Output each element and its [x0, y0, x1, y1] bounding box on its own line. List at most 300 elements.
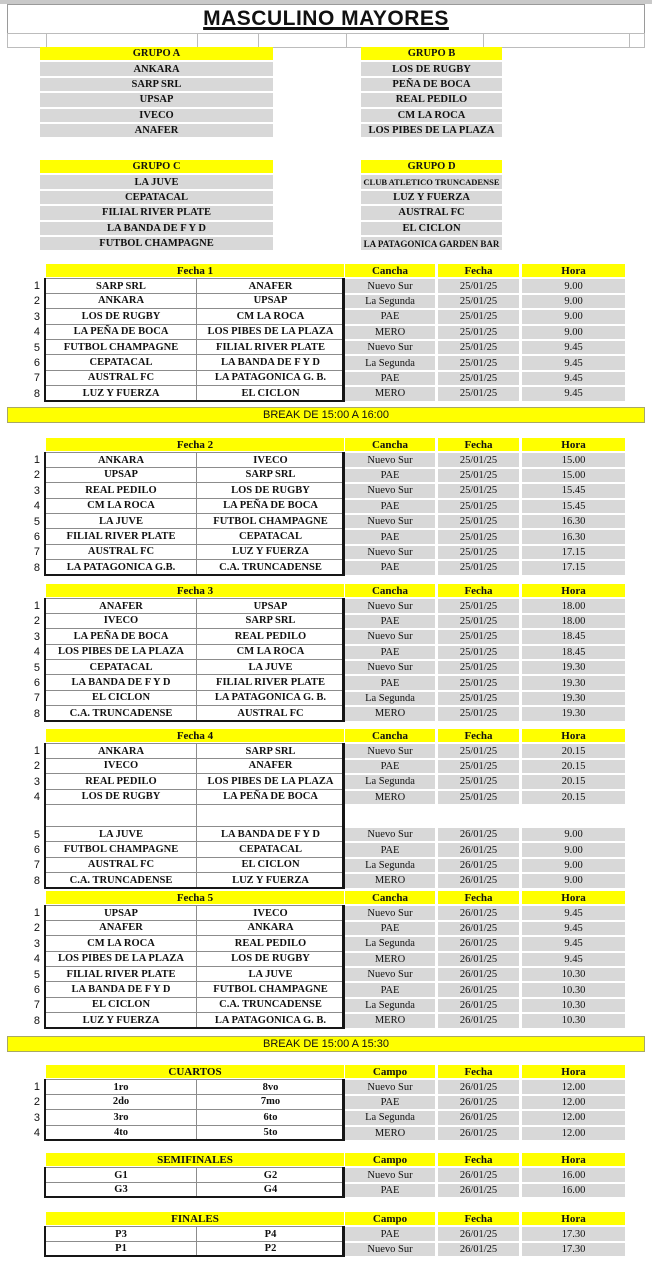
time-cell: 10.30	[522, 1014, 625, 1027]
date-cell: 25/01/25	[438, 599, 519, 612]
venue-cell: La Segunda	[345, 1111, 435, 1124]
row-number-spacer	[7, 263, 46, 278]
away-team-cell: LA PATAGONICA G. B.	[196, 691, 344, 706]
home-team-cell: G3	[46, 1183, 196, 1198]
away-team-cell: CM LA ROCA	[196, 645, 344, 660]
column-header-date: Fecha	[438, 438, 519, 451]
column-header-venue: Campo	[345, 1153, 435, 1166]
title-bar	[7, 4, 645, 34]
row-number: 7	[33, 692, 40, 705]
away-team-cell: LUZ Y FUERZA	[196, 545, 344, 560]
away-team-cell: REAL PEDILO	[196, 629, 344, 644]
empty-cell	[438, 806, 519, 826]
away-team-cell: 7mo	[196, 1095, 344, 1110]
column-header-date: Fecha	[438, 729, 519, 742]
home-team-cell: CM LA ROCA	[46, 499, 196, 514]
page-title: MASCULINO MAYORES	[203, 7, 449, 30]
group-header: GRUPO D	[361, 160, 502, 173]
venue-cell: Nuevo Sur	[345, 546, 435, 559]
date-cell: 26/01/25	[438, 1168, 519, 1181]
date-cell: 25/01/25	[438, 661, 519, 674]
time-cell: 9.00	[522, 279, 625, 292]
date-cell: 25/01/25	[438, 546, 519, 559]
date-cell: 25/01/25	[438, 279, 519, 292]
date-cell: 26/01/25	[438, 874, 519, 887]
date-cell: 26/01/25	[438, 1014, 519, 1027]
home-team-cell: IVECO	[46, 614, 196, 629]
venue-cell: La Segunda	[345, 937, 435, 950]
venue-cell: Nuevo Sur	[345, 484, 435, 497]
home-team-cell: LUZ Y FUERZA	[46, 386, 196, 401]
away-team-cell: 5to	[196, 1126, 344, 1141]
venue-cell: PAE	[345, 615, 435, 628]
venue-cell: PAE	[345, 983, 435, 996]
row-number-spacer	[7, 1064, 46, 1079]
match-row	[7, 952, 645, 967]
row-number: 1	[33, 454, 40, 467]
round-table	[7, 1211, 645, 1257]
column-header-venue: Cancha	[345, 438, 435, 451]
away-team-cell: SARP SRL	[196, 468, 344, 483]
away-team-cell: 8vo	[196, 1079, 344, 1094]
time-cell: 16.00	[522, 1168, 625, 1181]
group-team-cell: CM LA ROCA	[361, 109, 502, 122]
group-team-cell: LA BANDA DE F Y D	[40, 222, 273, 235]
row-number	[7, 1167, 46, 1182]
venue-cell: La Segunda	[345, 775, 435, 788]
home-team-cell: LOS PIBES DE LA PLAZA	[46, 952, 196, 967]
empty-cell	[345, 806, 435, 826]
home-team-cell: LUZ Y FUERZA	[46, 1013, 196, 1028]
group-team-cell: CEPATACAL	[40, 191, 273, 204]
group-team-cell: IVECO	[40, 109, 273, 122]
away-team-cell: ANAFER	[196, 278, 344, 293]
away-team-cell: P2	[196, 1242, 344, 1257]
match-row	[7, 1126, 645, 1141]
venue-cell: PAE	[345, 676, 435, 689]
venue-cell: MERO	[345, 707, 435, 720]
row-number: 6	[33, 677, 40, 690]
round-title: Fecha 1	[46, 264, 344, 277]
time-cell: 20.15	[522, 775, 625, 788]
date-cell: 25/01/25	[438, 630, 519, 643]
group-team-cell: EL CICLON	[361, 222, 502, 235]
venue-cell: PAE	[345, 1227, 435, 1240]
match-row	[7, 921, 645, 936]
column-header-time: Hora	[522, 729, 625, 742]
match-row	[7, 483, 645, 498]
time-cell: 9.45	[522, 372, 625, 385]
home-team-cell: FUTBOL CHAMPAGNE	[46, 340, 196, 355]
away-team-cell: EL CICLON	[196, 858, 344, 873]
venue-cell: Nuevo Sur	[345, 906, 435, 919]
home-team-cell: LA JUVE	[46, 514, 196, 529]
group-team-cell: LUZ Y FUERZA	[361, 191, 502, 204]
match-row	[7, 1167, 645, 1182]
home-team-cell: LA BANDA DE F Y D	[46, 982, 196, 997]
time-cell: 15.00	[522, 469, 625, 482]
venue-cell: PAE	[345, 922, 435, 935]
match-row	[7, 675, 645, 690]
home-team-cell: 3ro	[46, 1110, 196, 1125]
venue-cell: PAE	[345, 530, 435, 543]
away-team-cell: FUTBOL CHAMPAGNE	[196, 982, 344, 997]
match-row	[7, 1079, 645, 1094]
home-team-cell: ANAFER	[46, 598, 196, 613]
venue-cell: La Segunda	[345, 692, 435, 705]
match-row	[7, 691, 645, 706]
row-number: 1	[33, 1081, 40, 1094]
match-row	[7, 452, 645, 467]
group-table	[40, 47, 273, 139]
away-team-cell: G4	[196, 1183, 344, 1198]
column-header-venue: Campo	[345, 1065, 435, 1078]
match-row	[7, 371, 645, 386]
group-team-cell: ANAFER	[40, 124, 273, 137]
home-team-cell: ANKARA	[46, 743, 196, 758]
time-cell: 12.00	[522, 1111, 625, 1124]
away-team-cell: REAL PEDILO	[196, 936, 344, 951]
home-team-cell: LOS PIBES DE LA PLAZA	[46, 645, 196, 660]
group-table	[361, 160, 502, 252]
time-cell: 9.45	[522, 953, 625, 966]
row-number: 8	[33, 387, 40, 400]
row-number: 5	[33, 968, 40, 981]
column-header-venue: Cancha	[345, 264, 435, 277]
row-number: 1	[33, 600, 40, 613]
row-number: 5	[33, 828, 40, 841]
group-team-cell: LA PATAGONICA GARDEN BAR	[361, 237, 502, 250]
time-cell: 18.45	[522, 646, 625, 659]
home-team-cell	[46, 805, 196, 827]
date-cell: 25/01/25	[438, 707, 519, 720]
date-cell: 25/01/25	[438, 615, 519, 628]
match-row	[7, 827, 645, 842]
venue-cell: Nuevo Sur	[345, 744, 435, 757]
home-team-cell: CEPATACAL	[46, 660, 196, 675]
home-team-cell: C.A. TRUNCADENSE	[46, 706, 196, 721]
row-number: 8	[33, 1014, 40, 1027]
venue-cell: PAE	[345, 500, 435, 513]
home-team-cell: CM LA ROCA	[46, 936, 196, 951]
venue-cell: La Segunda	[345, 999, 435, 1012]
date-cell: 25/01/25	[438, 326, 519, 339]
grid-cell-divider	[258, 34, 259, 47]
round-table	[7, 890, 645, 1029]
time-cell: 19.30	[522, 676, 625, 689]
header-row	[7, 1064, 645, 1079]
time-cell: 15.45	[522, 484, 625, 497]
row-number: 2	[33, 615, 40, 628]
column-header-date: Fecha	[438, 1212, 519, 1225]
row-number: 1	[33, 280, 40, 293]
date-cell: 26/01/25	[438, 1080, 519, 1093]
row-number: 4	[33, 791, 40, 804]
time-cell: 17.15	[522, 546, 625, 559]
match-row	[7, 294, 645, 309]
date-cell: 25/01/25	[438, 646, 519, 659]
date-cell: 26/01/25	[438, 953, 519, 966]
date-cell: 25/01/25	[438, 341, 519, 354]
away-team-cell: FUTBOL CHAMPAGNE	[196, 514, 344, 529]
date-cell: 26/01/25	[438, 1127, 519, 1140]
header-row	[7, 1211, 645, 1226]
venue-cell: Nuevo Sur	[345, 1243, 435, 1256]
time-cell: 12.00	[522, 1080, 625, 1093]
venue-cell: MERO	[345, 1014, 435, 1027]
header-row	[7, 437, 645, 452]
home-team-cell: LA PEÑA DE BOCA	[46, 325, 196, 340]
match-row	[7, 774, 645, 789]
match-row	[7, 614, 645, 629]
column-header-time: Hora	[522, 891, 625, 904]
break-banner: BREAK DE 15:00 A 15:30	[7, 1036, 645, 1052]
home-team-cell: CEPATACAL	[46, 355, 196, 370]
match-row	[7, 355, 645, 370]
date-cell: 26/01/25	[438, 922, 519, 935]
home-team-cell: EL CICLON	[46, 998, 196, 1013]
date-cell: 25/01/25	[438, 372, 519, 385]
venue-cell: La Segunda	[345, 356, 435, 369]
venue-cell: PAE	[345, 760, 435, 773]
away-team-cell: AUSTRAL FC	[196, 706, 344, 721]
home-team-cell: SARP SRL	[46, 278, 196, 293]
away-team-cell: FILIAL RIVER PLATE	[196, 675, 344, 690]
time-cell: 10.30	[522, 999, 625, 1012]
row-number: 2	[33, 1096, 40, 1109]
row-number: 8	[33, 874, 40, 887]
away-team-cell: CM LA ROCA	[196, 309, 344, 324]
row-number: 7	[33, 859, 40, 872]
row-number: 3	[33, 1111, 40, 1124]
match-row	[7, 340, 645, 355]
header-row	[7, 1152, 645, 1167]
home-team-cell: AUSTRAL FC	[46, 371, 196, 386]
venue-cell: PAE	[345, 561, 435, 574]
round-title: FINALES	[46, 1212, 344, 1225]
venue-cell: Nuevo Sur	[345, 968, 435, 981]
match-row	[7, 278, 645, 293]
row-number-spacer	[7, 583, 46, 598]
away-team-cell: SARP SRL	[196, 614, 344, 629]
header-row	[7, 890, 645, 905]
row-number: 5	[33, 341, 40, 354]
row-number: 7	[33, 999, 40, 1012]
venue-cell: Nuevo Sur	[345, 279, 435, 292]
row-number: 8	[33, 561, 40, 574]
time-cell: 15.00	[522, 453, 625, 466]
venue-cell: PAE	[345, 843, 435, 856]
venue-cell: Nuevo Sur	[345, 599, 435, 612]
group-team-cell: ANKARA	[40, 62, 273, 75]
date-cell: 25/01/25	[438, 676, 519, 689]
venue-cell: Nuevo Sur	[345, 630, 435, 643]
match-row	[7, 967, 645, 982]
match-row	[7, 1110, 645, 1125]
round-table	[7, 728, 645, 889]
row-number: 8	[33, 707, 40, 720]
time-cell: 10.30	[522, 983, 625, 996]
date-cell: 26/01/25	[438, 843, 519, 856]
home-team-cell: G1	[46, 1167, 196, 1182]
venue-cell: Nuevo Sur	[345, 453, 435, 466]
time-cell: 16.00	[522, 1184, 625, 1197]
home-team-cell: 1ro	[46, 1079, 196, 1094]
header-row	[7, 583, 645, 598]
row-number: 2	[33, 760, 40, 773]
home-team-cell: AUSTRAL FC	[46, 545, 196, 560]
time-cell: 9.45	[522, 356, 625, 369]
column-header-time: Hora	[522, 584, 625, 597]
away-team-cell: IVECO	[196, 452, 344, 467]
date-cell: 25/01/25	[438, 561, 519, 574]
venue-cell: MERO	[345, 953, 435, 966]
away-team-cell: UPSAP	[196, 598, 344, 613]
away-team-cell: CEPATACAL	[196, 842, 344, 857]
row-number: 4	[33, 646, 40, 659]
row-number: 7	[33, 372, 40, 385]
round-table	[7, 263, 645, 402]
home-team-cell: LA PATAGONICA G.B.	[46, 560, 196, 575]
home-team-cell: LA BANDA DE F Y D	[46, 675, 196, 690]
row-number-spacer	[7, 1211, 46, 1226]
date-cell: 25/01/25	[438, 295, 519, 308]
group-team-cell: LOS PIBES DE LA PLAZA	[361, 124, 502, 137]
home-team-cell: FILIAL RIVER PLATE	[46, 967, 196, 982]
date-cell: 26/01/25	[438, 983, 519, 996]
match-row	[7, 514, 645, 529]
venue-cell: Nuevo Sur	[345, 341, 435, 354]
away-team-cell: LUZ Y FUERZA	[196, 873, 344, 888]
match-row	[7, 759, 645, 774]
venue-cell: MERO	[345, 791, 435, 804]
time-cell: 9.00	[522, 295, 625, 308]
grid-cell-divider	[197, 34, 198, 47]
time-cell: 12.00	[522, 1127, 625, 1140]
match-row	[7, 468, 645, 483]
away-team-cell: 6to	[196, 1110, 344, 1125]
away-team-cell: ANKARA	[196, 921, 344, 936]
venue-cell: MERO	[345, 387, 435, 400]
time-cell: 16.30	[522, 515, 625, 528]
home-team-cell: REAL PEDILO	[46, 774, 196, 789]
date-cell: 25/01/25	[438, 387, 519, 400]
away-team-cell: LOS PIBES DE LA PLAZA	[196, 325, 344, 340]
column-header-venue: Campo	[345, 1212, 435, 1225]
column-header-date: Fecha	[438, 264, 519, 277]
match-row	[7, 598, 645, 613]
venue-cell: Nuevo Sur	[345, 515, 435, 528]
group-header: GRUPO A	[40, 47, 273, 60]
home-team-cell: UPSAP	[46, 468, 196, 483]
date-cell: 26/01/25	[438, 1227, 519, 1240]
home-team-cell: LOS DE RUGBY	[46, 309, 196, 324]
away-team-cell: LA PATAGONICA G. B.	[196, 371, 344, 386]
away-team-cell: LA PATAGONICA G. B.	[196, 1013, 344, 1028]
match-row	[7, 982, 645, 997]
column-header-time: Hora	[522, 1212, 625, 1225]
venue-cell: PAE	[345, 310, 435, 323]
break-banner: BREAK DE 15:00 A 16:00	[7, 407, 645, 423]
match-row	[7, 873, 645, 888]
date-cell: 26/01/25	[438, 1243, 519, 1256]
time-cell: 18.45	[522, 630, 625, 643]
row-number: 7	[33, 546, 40, 559]
away-team-cell: LA PEÑA DE BOCA	[196, 499, 344, 514]
match-row	[7, 529, 645, 544]
venue-cell: MERO	[345, 326, 435, 339]
time-cell: 20.15	[522, 744, 625, 757]
row-number: 4	[33, 1127, 40, 1140]
group-header: GRUPO B	[361, 47, 502, 60]
date-cell: 26/01/25	[438, 937, 519, 950]
date-cell: 25/01/25	[438, 744, 519, 757]
date-cell: 25/01/25	[438, 453, 519, 466]
date-cell: 25/01/25	[438, 310, 519, 323]
round-table	[7, 1152, 645, 1198]
header-row	[7, 263, 645, 278]
match-row	[7, 499, 645, 514]
time-cell: 20.15	[522, 760, 625, 773]
away-team-cell: LA PEÑA DE BOCA	[196, 790, 344, 805]
round-table	[7, 1064, 645, 1141]
date-cell: 25/01/25	[438, 775, 519, 788]
time-cell: 9.00	[522, 828, 625, 841]
date-cell: 25/01/25	[438, 530, 519, 543]
home-team-cell: EL CICLON	[46, 691, 196, 706]
venue-cell: Nuevo Sur	[345, 1080, 435, 1093]
column-header-date: Fecha	[438, 891, 519, 904]
row-number-spacer	[7, 1152, 46, 1167]
group-team-cell: FILIAL RIVER PLATE	[40, 206, 273, 219]
group-header: GRUPO C	[40, 160, 273, 173]
time-cell: 17.30	[522, 1243, 625, 1256]
time-cell: 9.00	[522, 859, 625, 872]
group-team-cell: SARP SRL	[40, 78, 273, 91]
time-cell: 9.45	[522, 387, 625, 400]
row-number: 6	[33, 844, 40, 857]
time-cell: 9.00	[522, 326, 625, 339]
home-team-cell: UPSAP	[46, 905, 196, 920]
home-team-cell: REAL PEDILO	[46, 483, 196, 498]
time-cell: 16.30	[522, 530, 625, 543]
time-cell: 12.00	[522, 1096, 625, 1109]
row-number: 4	[33, 326, 40, 339]
row-number: 3	[33, 630, 40, 643]
match-row	[7, 629, 645, 644]
column-header-date: Fecha	[438, 1153, 519, 1166]
round-title: Fecha 3	[46, 584, 344, 597]
match-row	[7, 1226, 645, 1241]
home-team-cell: C.A. TRUNCADENSE	[46, 873, 196, 888]
home-team-cell: 4to	[46, 1126, 196, 1141]
grid-cell-divider	[629, 34, 630, 47]
match-row	[7, 905, 645, 920]
time-cell: 19.30	[522, 692, 625, 705]
venue-cell: Nuevo Sur	[345, 1168, 435, 1181]
row-number: 2	[33, 469, 40, 482]
home-team-cell: ANKARA	[46, 452, 196, 467]
match-row	[7, 1013, 645, 1028]
home-team-cell: FUTBOL CHAMPAGNE	[46, 842, 196, 857]
home-team-cell: ANAFER	[46, 921, 196, 936]
away-team-cell	[196, 805, 344, 827]
column-header-time: Hora	[522, 1153, 625, 1166]
venue-cell: PAE	[345, 1184, 435, 1197]
venue-cell: Nuevo Sur	[345, 661, 435, 674]
row-number-spacer	[7, 728, 46, 743]
home-team-cell: P3	[46, 1226, 196, 1241]
